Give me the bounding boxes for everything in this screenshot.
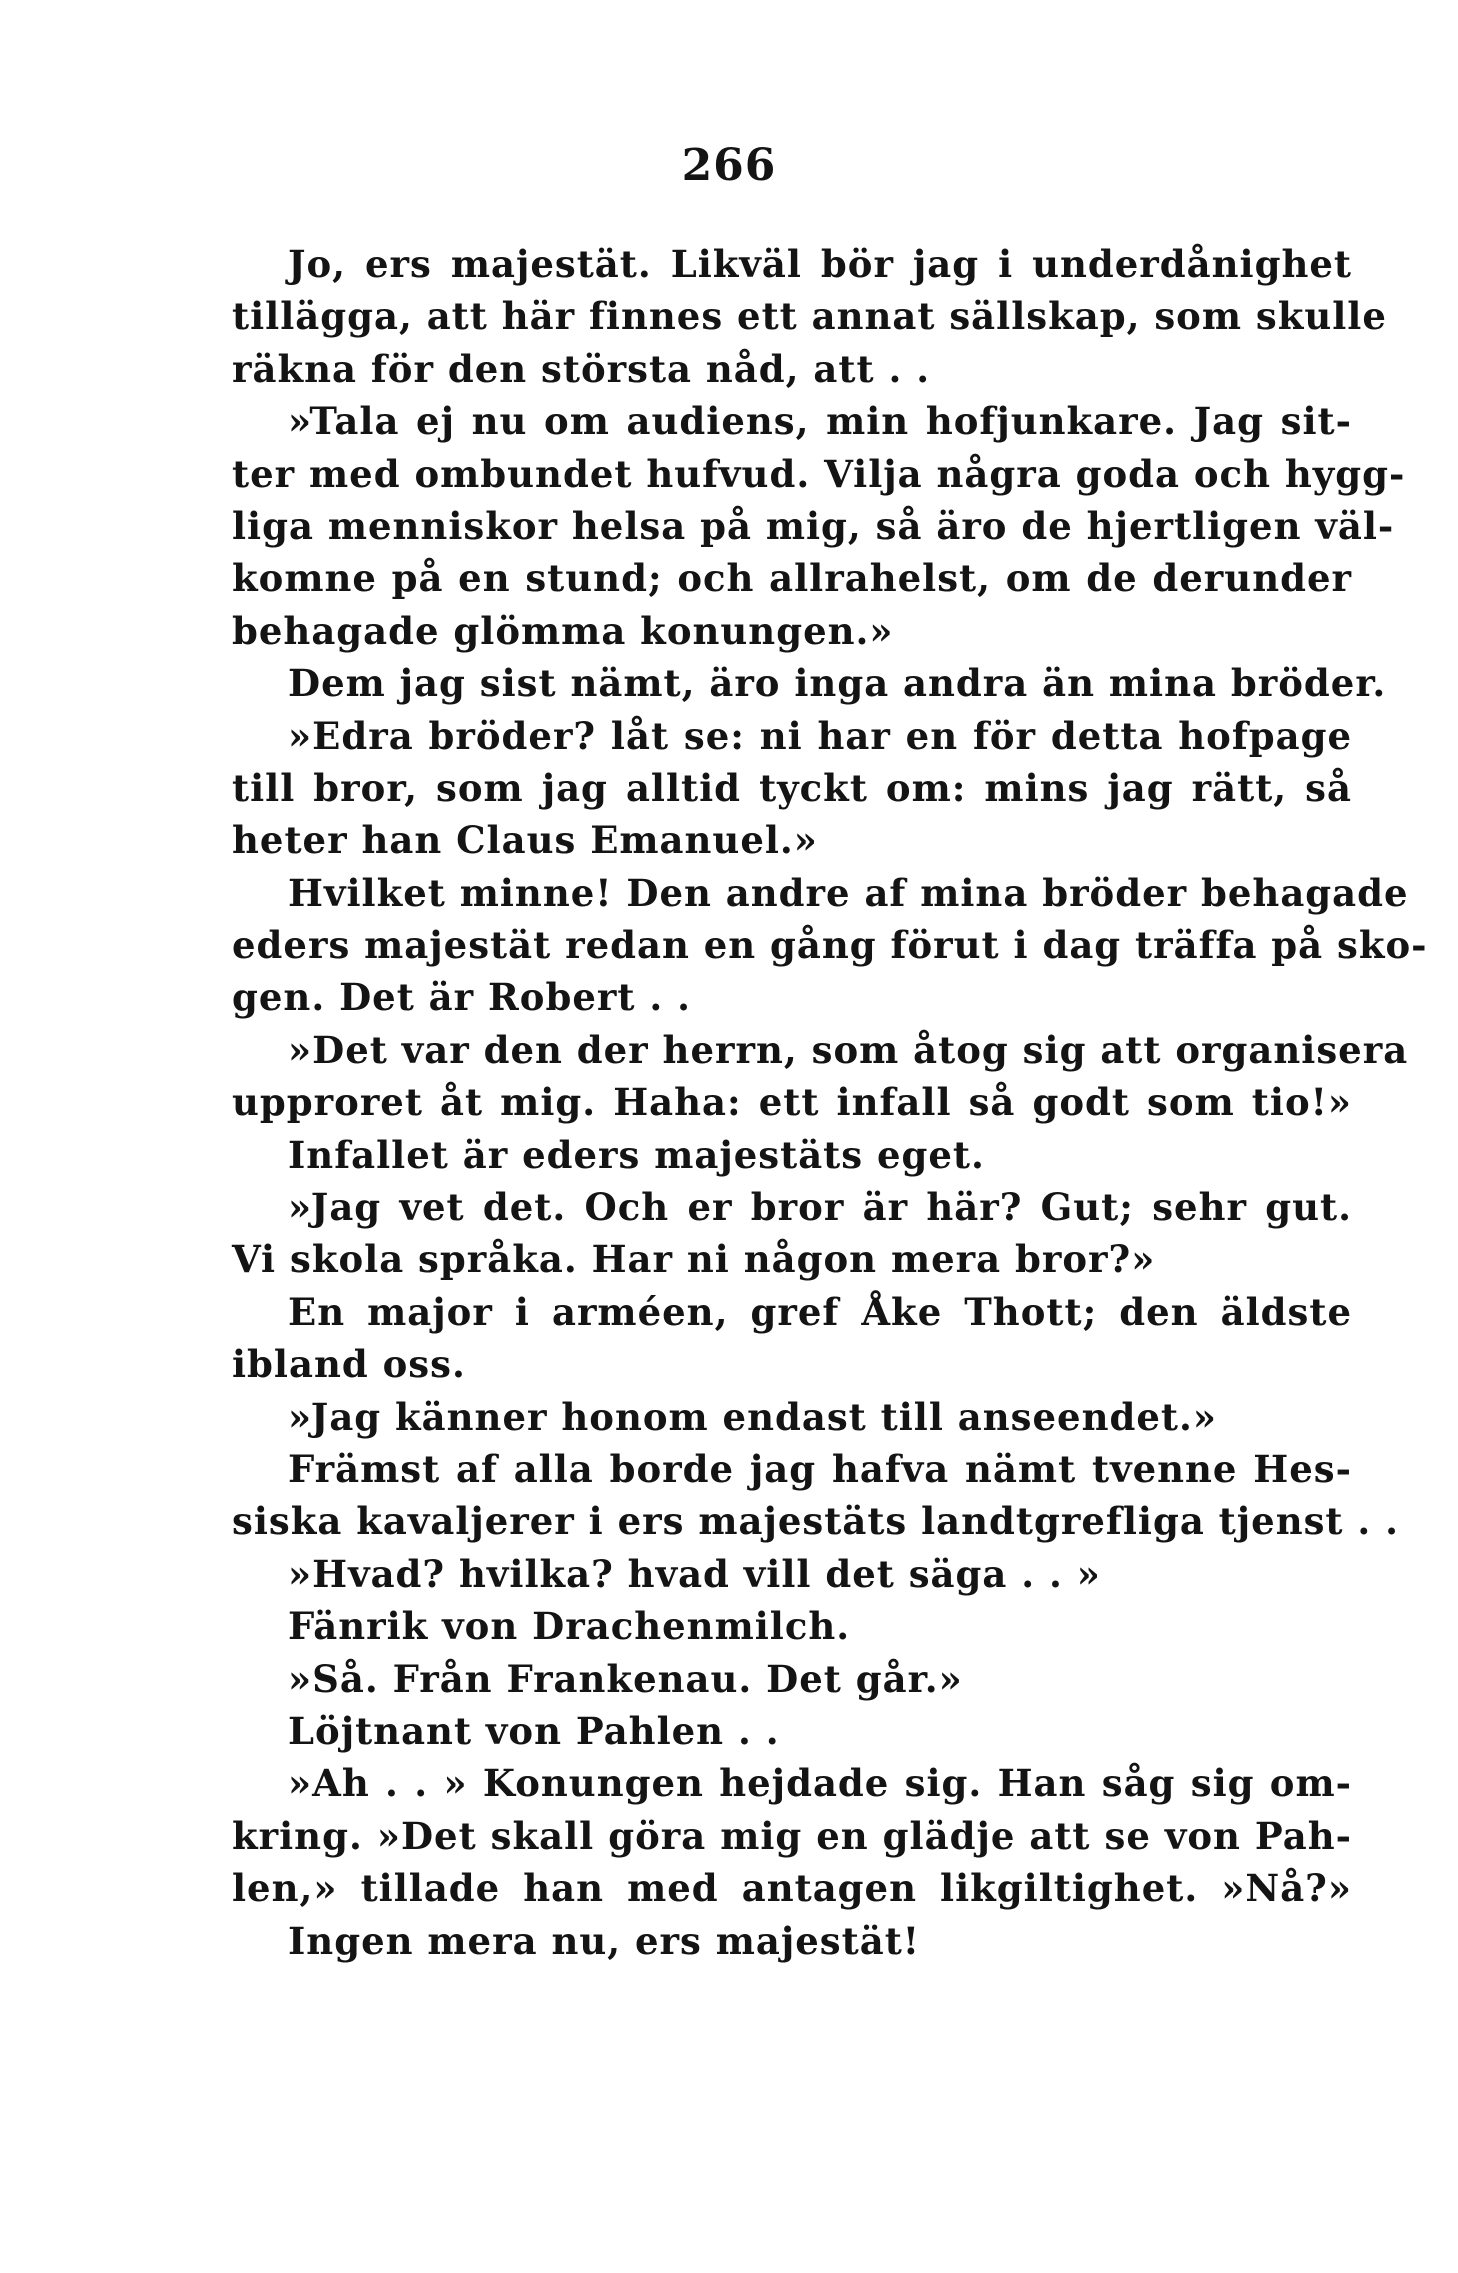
text-line: upproret åt mig. Haha: ett infall så godt som tio!» bbox=[232, 1080, 1352, 1125]
text-line: behagade glömma konungen.» bbox=[232, 608, 894, 653]
text-line: komne på en stund; och allrahelst, om de derunder bbox=[232, 556, 1352, 601]
page-number: 266 bbox=[681, 140, 777, 191]
text-line: till bror, som jag alltid tyckt om: mins jag rätt, så bbox=[232, 765, 1352, 810]
text-line: len,» tillade han med antagen likgiltighet. »Nå?» bbox=[232, 1866, 1352, 1911]
text-line: gen. Det är Robert . . bbox=[232, 975, 691, 1020]
text-line: liga menniskor helsa på mig, så äro de hjertligen väl- bbox=[232, 503, 1395, 548]
text-line: siska kavaljerer i ers majestäts landtgrefliga tjenst . . bbox=[232, 1499, 1400, 1544]
text-line: »Jag känner honom endast till anseendet.» bbox=[288, 1394, 1217, 1439]
text-line: Dem jag sist nämt, äro inga andra än mina bröder. bbox=[288, 661, 1387, 706]
text-line: »Hvad? hvilka? hvad vill det säga . . » bbox=[288, 1551, 1101, 1596]
text-line: Infallet är eders majestäts eget. bbox=[288, 1132, 985, 1177]
text-line: »Edra bröder? låt se: ni har en för detta hofpage bbox=[288, 713, 1352, 758]
text-line: eders majestät redan en gång förut i dag träffa på sko- bbox=[232, 923, 1428, 968]
text-line: Ingen mera nu, ers majestät! bbox=[288, 1918, 921, 1963]
text-line: »Så. Från Frankenau. Det går.» bbox=[288, 1656, 963, 1701]
text-line: Främst af alla borde jag hafva nämt tvenne Hes- bbox=[288, 1446, 1352, 1491]
text-line: ter med ombundet hufvud. Vilja några goda och hygg- bbox=[232, 451, 1406, 496]
text-line: Fänrik von Drachenmilch. bbox=[288, 1604, 851, 1649]
text-line: Löjtnant von Pahlen . . bbox=[288, 1708, 780, 1753]
text-line: En major i arméen, gref Åke Thott; den äldste bbox=[288, 1289, 1352, 1334]
text-line: räkna för den största nåd, att . . bbox=[232, 346, 931, 391]
body-text bbox=[232, 238, 1428, 1967]
text-line: »Det var den der herrn, som åtog sig att organisera bbox=[288, 1027, 1409, 1072]
text-line: ibland oss. bbox=[232, 1342, 466, 1387]
text-line: kring. »Det skall göra mig en glädje att se von Pah- bbox=[232, 1813, 1352, 1858]
text-line: heter han Claus Emanuel.» bbox=[232, 818, 818, 863]
text-line: Vi skola språka. Har ni någon mera bror?» bbox=[232, 1237, 1156, 1282]
text-line: tillägga, att här finnes ett annat sällskap, som skulle bbox=[232, 294, 1387, 339]
text-line: »Ah . . » Konungen hejdade sig. Han såg sig om- bbox=[288, 1761, 1352, 1806]
text-line: Hvilket minne! Den andre af mina bröder behagade bbox=[288, 870, 1409, 915]
text-line: Jo, ers majestät. Likväl bör jag i underdånighet bbox=[288, 242, 1352, 286]
text-line: »Tala ej nu om audiens, min hofjunkare. Jag sit- bbox=[288, 399, 1352, 444]
text-line: »Jag vet det. Och er bror är här? Gut; sehr gut. bbox=[288, 1185, 1352, 1230]
